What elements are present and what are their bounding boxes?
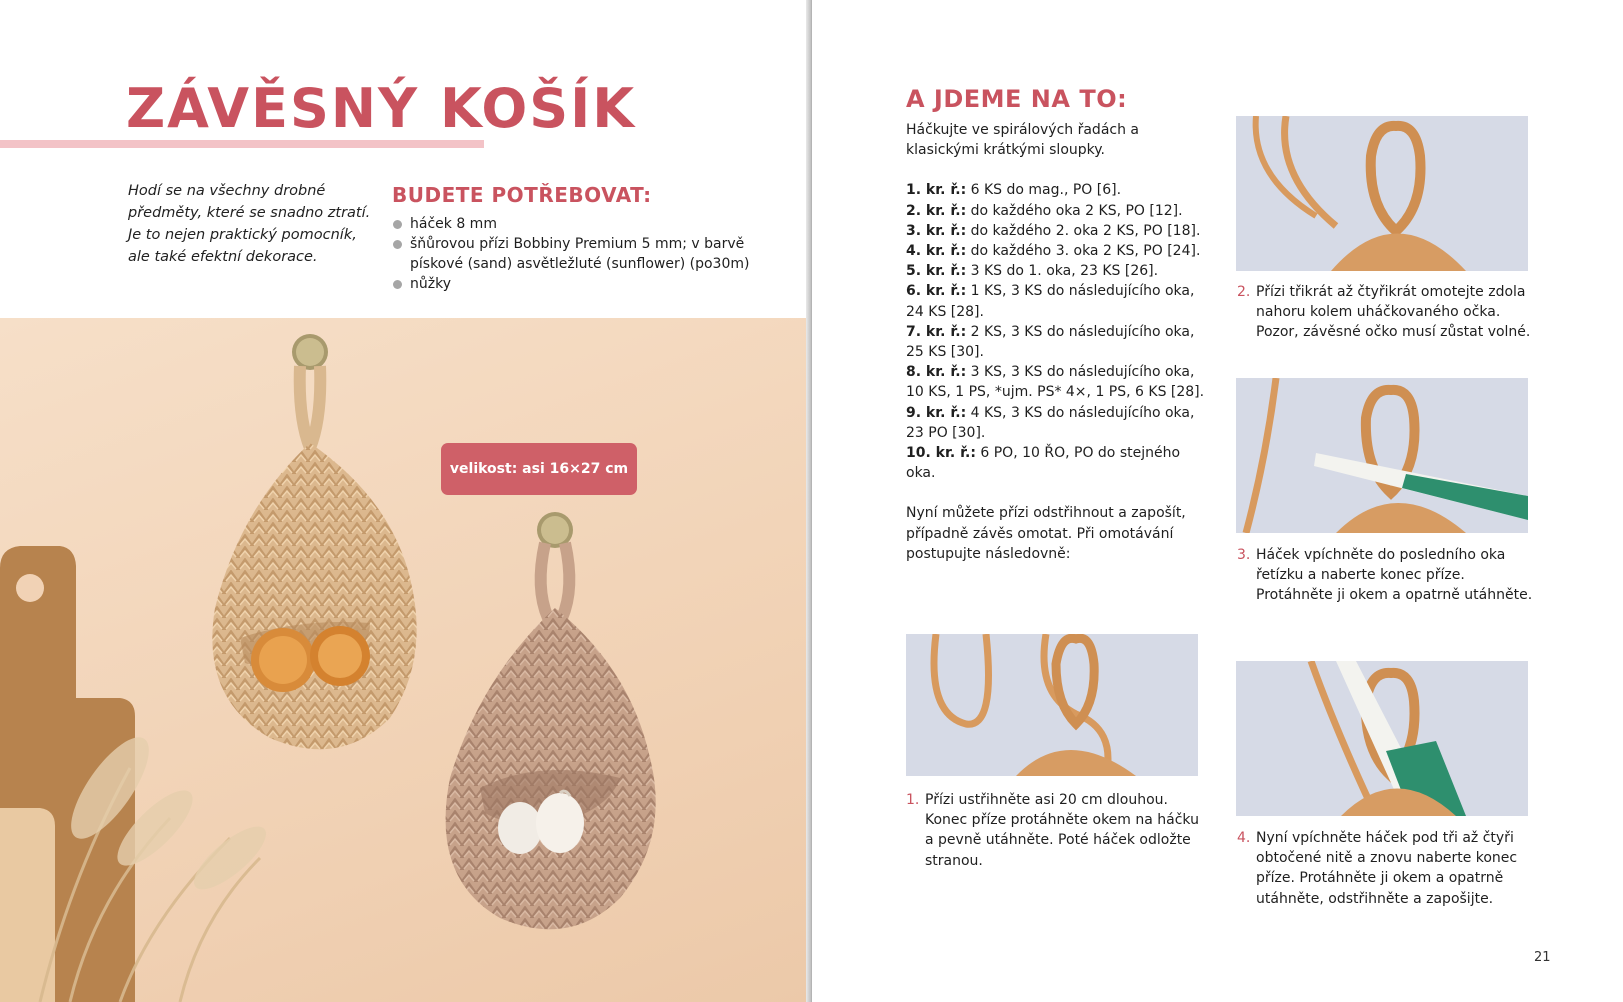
instructions-column — [906, 120, 1206, 584]
page-title: ZÁVĚSNÝ KOŠÍK — [126, 77, 637, 140]
materials-item: nůžky — [392, 274, 752, 294]
materials-heading: BUDETE POTŘEBOVAT: — [392, 183, 652, 207]
materials-item: háček 8 mm — [392, 214, 752, 234]
round-item: 3. kr. ř.: do každého 2. oka 2 KS, PO [18]. — [906, 222, 1201, 239]
round-item: 6. kr. ř.: 1 KS, 3 KS do následujícího oka, 24 KS [28]. — [906, 283, 1195, 320]
yarn-illustration — [906, 634, 1198, 776]
baskets-illustration — [0, 318, 812, 1002]
hook-illustration — [1236, 378, 1528, 533]
step-1-caption: 1. Přízi ustřihněte asi 20 cm dlouhou. Konec příze protáhněte okem na háčku a pevně utáhněte. Poté háček odložte stranou. — [906, 792, 1199, 869]
hook-illustration — [1236, 661, 1528, 816]
round-item: 10. kr. ř.: 6 PO, 10 ŘO, PO do stejného oka. — [906, 445, 1181, 482]
round-item: 2. kr. ř.: do každého oka 2 KS, PO [12]. — [906, 202, 1183, 219]
rounds-list — [906, 180, 1206, 483]
intro-text: Hodí se na všechny drobné předměty, které se snadno ztratí. Je to nejen praktický pomocník, ale také efektní dekorace. — [128, 183, 371, 265]
round-item: 1. kr. ř.: 6 KS do mag., PO [6]. — [906, 182, 1122, 199]
finish-text: Nyní můžete přízi odstřihnout a zapošít, případně závěs omotat. Při omotávání postupujte následovně: — [906, 505, 1186, 562]
round-item: 5. kr. ř.: 3 KS do 1. oka, 23 KS [26]. — [906, 263, 1159, 280]
title-underline — [0, 140, 484, 148]
round-item: 9. kr. ř.: 4 KS, 3 KS do následujícího oka, 23 PO [30]. — [906, 404, 1195, 441]
instructions-heading: A JDEME NA TO: — [906, 85, 1128, 113]
step-2-caption: 2. Přízi třikrát až čtyřikrát omotejte zdola nahoru kolem uháčkovaného očka. Pozor, závěsné očko musí zůstat volné. — [1237, 284, 1531, 341]
size-badge: velikost: asi 16×27 cm — [441, 443, 637, 495]
instructions-intro: Háčkujte ve spirálových řadách a klasickými krátkými sloupky. — [906, 122, 1139, 159]
round-item: 7. kr. ř.: 2 KS, 3 KS do následujícího oka, 25 KS [30]. — [906, 323, 1195, 361]
materials-list — [392, 214, 752, 294]
page-number: 21 — [1534, 950, 1551, 965]
round-item: 4. kr. ř.: do každého 3. oka 2 KS, PO [24]. — [906, 243, 1201, 260]
step-3-caption: 3. Háček vpíchněte do posledního oka řetízku a naberte konec příze. Protáhněte ji okem a opatrně utáhněte. — [1237, 547, 1533, 604]
step-4-caption: 4. Nyní vpíchněte háček pod tři až čtyři obtočené nitě a znovu naberte konec příze. Protáhněte ji okem a opatrně utáhněte, odstřihněte a zapošijte. — [1237, 830, 1518, 907]
round-item: 8. kr. ř.: 3 KS, 3 KS do následujícího oka, 10 KS, 1 PS, *ujm. PS* 4×, 1 PS, 6 KS [28]. — [906, 364, 1205, 401]
yarn-illustration — [1236, 116, 1528, 271]
step-1-photo — [906, 634, 1198, 776]
materials-item: šňůrovou přízi Bobbiny Premium 5 mm; v barvě pískové (sand) asvětležluté (sunflower) (po30m) — [392, 234, 752, 274]
baskets-photo — [0, 318, 812, 1002]
step-3-photo — [1236, 378, 1528, 533]
step-4-photo — [1236, 661, 1528, 816]
step-2-photo — [1236, 116, 1528, 271]
